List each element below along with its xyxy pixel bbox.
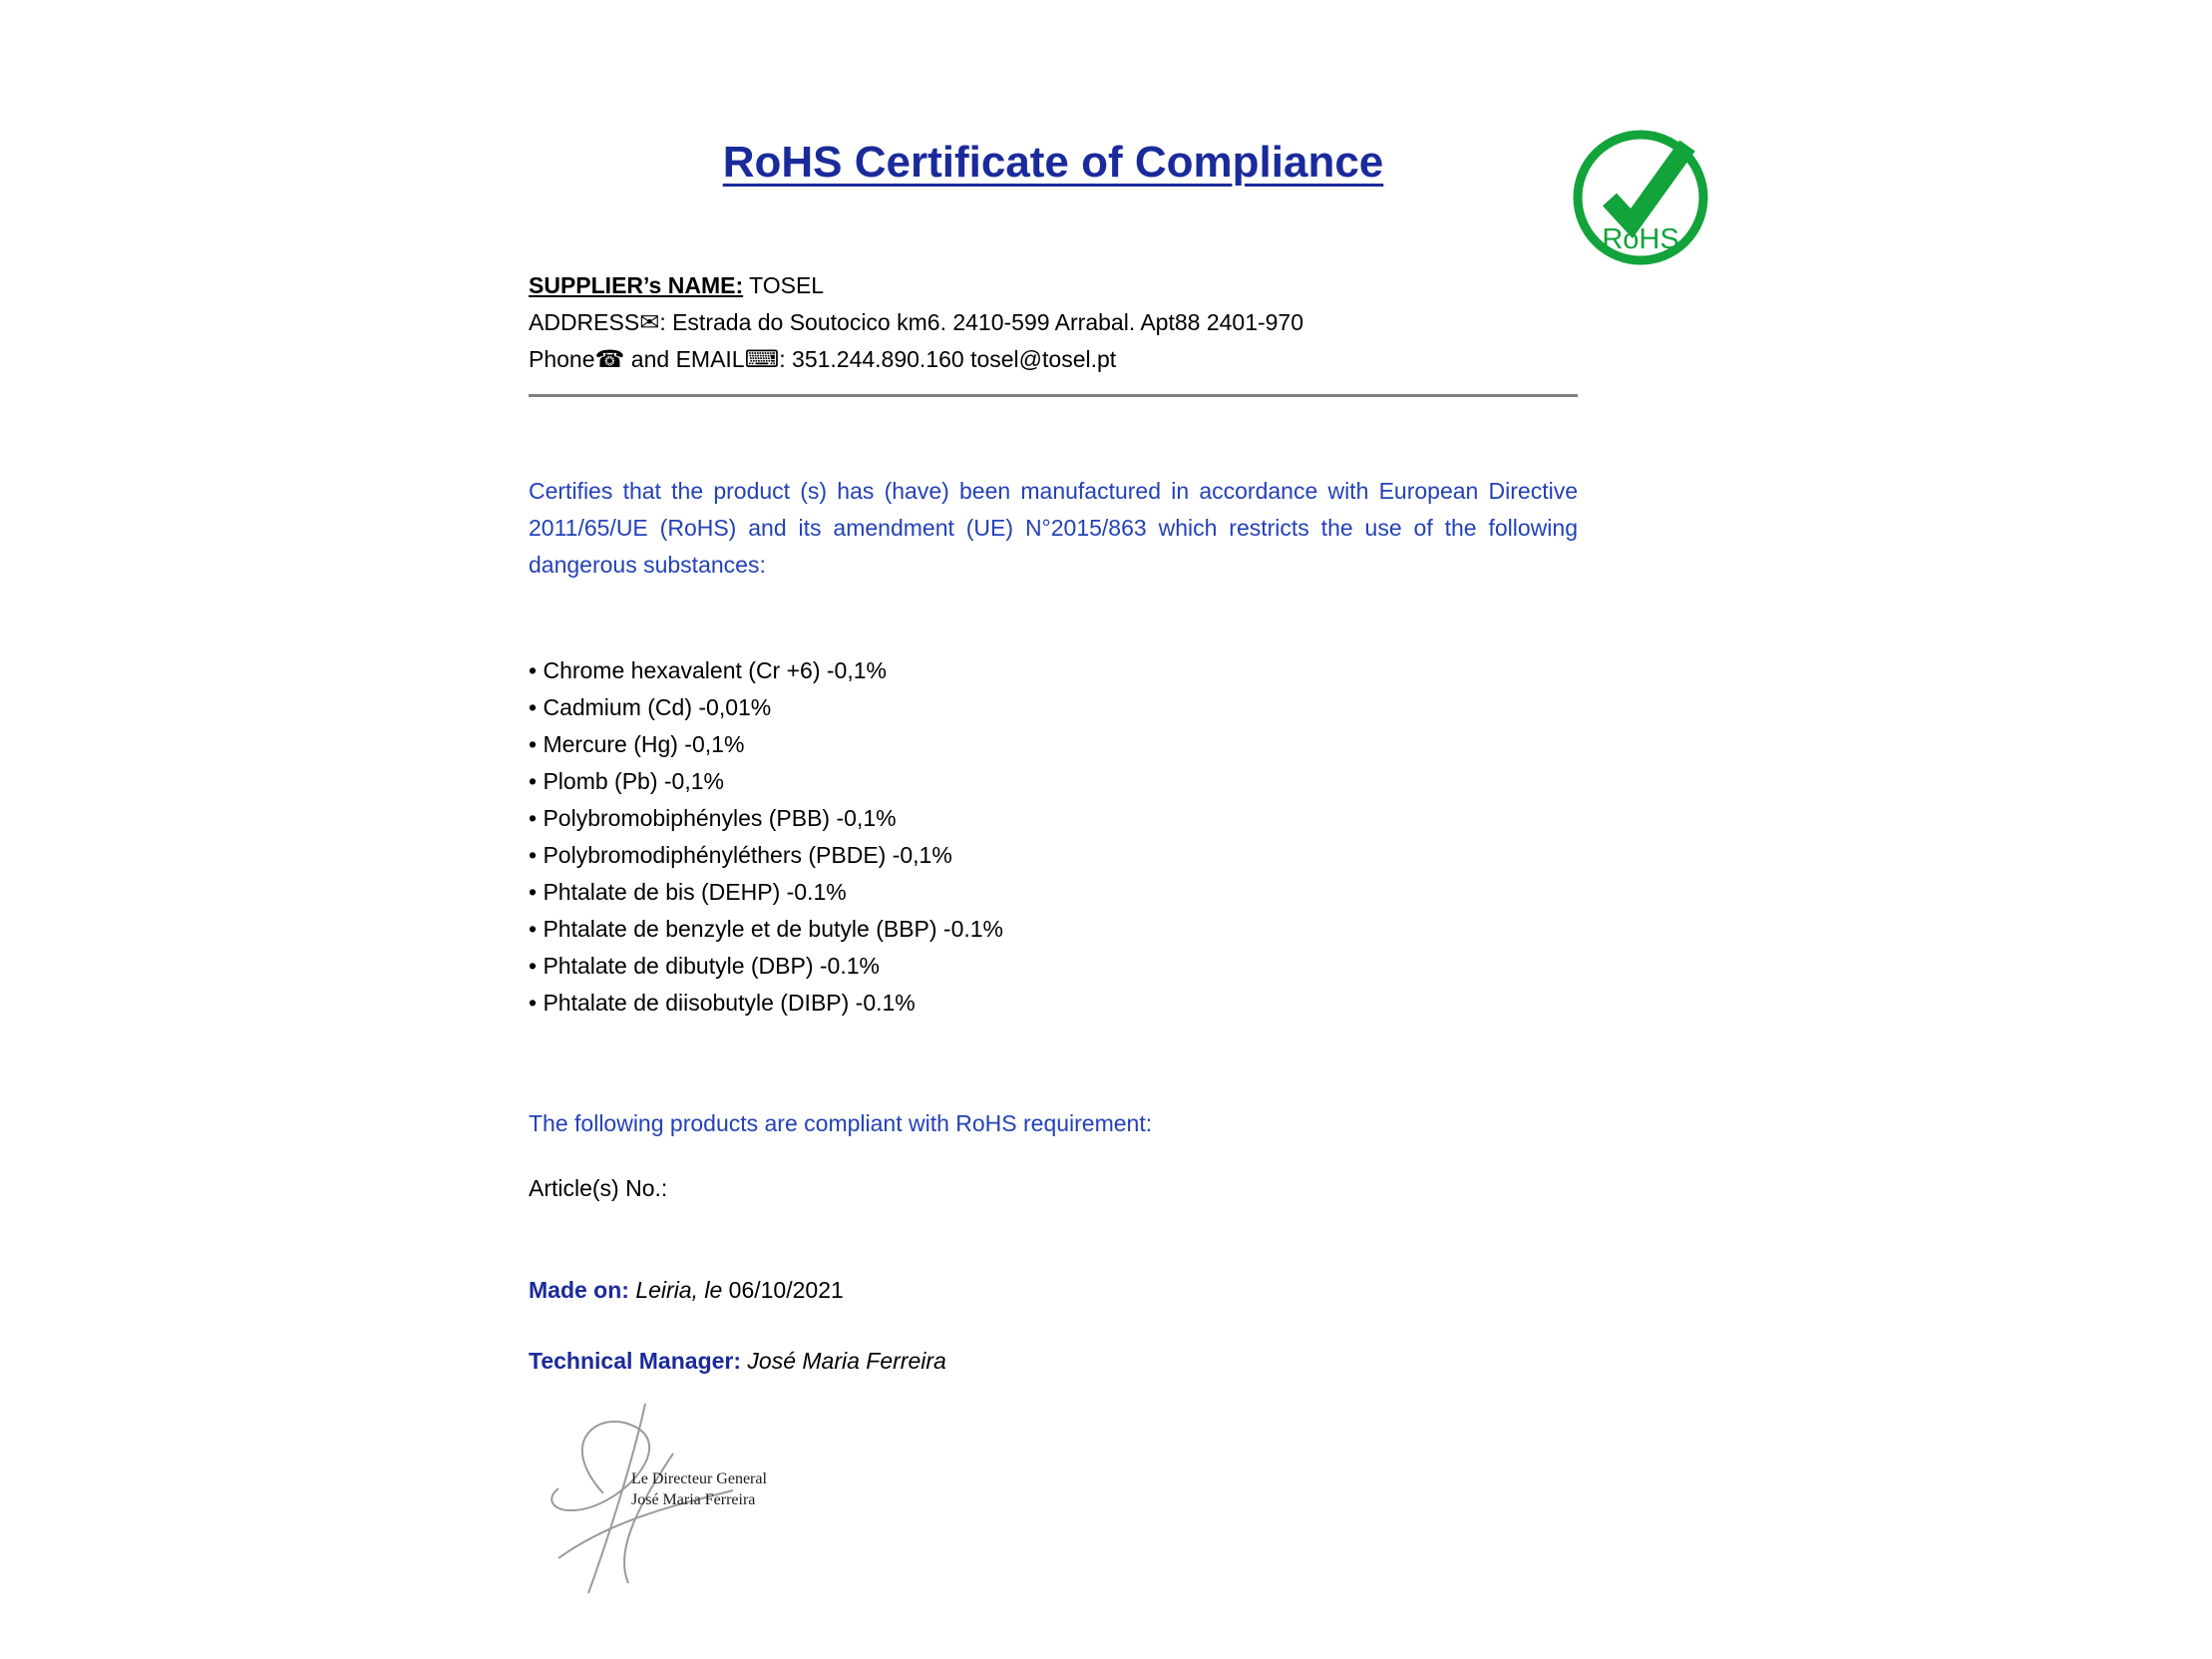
- made-on-date: 06/10/2021: [722, 1277, 844, 1303]
- certification-paragraph: Certifies that the product (s) has (have) been manufactured in accordance with European Directive 2011/65/UE (RoHS) and its amendment (UE) N°2015/863 which restricts the use of the following dangerous substances:: [529, 478, 1578, 578]
- logo-label: RoHS: [1602, 223, 1679, 255]
- manager-label: Technical Manager:: [529, 1348, 742, 1374]
- compliance-statement: The following products are compliant with RoHS requirement:: [529, 1110, 1153, 1136]
- substance-item: • Phtalate de diisobutyle (DIBP) -0.1%: [529, 985, 1578, 1022]
- substance-item: • Polybromodiphényléthers (PBDE) -0,1%: [529, 837, 1578, 874]
- substance-item: • Phtalate de benzyle et de butyle (BBP) -0.1%: [529, 911, 1578, 948]
- manager-line: [529, 1345, 1578, 1377]
- substance-item: • Chrome hexavalent (Cr +6) -0,1%: [529, 652, 1578, 689]
- supplier-name-line: [529, 267, 1578, 304]
- supplier-name-label: SUPPLIER’s NAME:: [529, 272, 744, 298]
- made-on-place: Leiria, le: [628, 1277, 723, 1303]
- phone-label: Phone: [529, 346, 595, 372]
- signature-title: Le Directeur General: [631, 1470, 767, 1487]
- page-title: RoHS Certificate of Compliance: [722, 138, 1384, 187]
- signature-name: José Maria Ferreira: [631, 1491, 756, 1508]
- articles-label: Article(s) No.:: [529, 1175, 668, 1201]
- phone-icon: ☎: [594, 346, 625, 373]
- substance-list: [529, 652, 1578, 1022]
- address-value: : Estrada do Soutocico km6. 2410-599 Arrabal. Apt88 2401-970: [659, 309, 1304, 335]
- substance-item: • Cadmium (Cd) -0,01%: [529, 689, 1578, 726]
- substance-item: • Mercure (Hg) -0,1%: [529, 726, 1578, 763]
- signature-block: [534, 1399, 863, 1608]
- rohs-logo: [1568, 116, 1719, 273]
- document-body: [529, 0, 1578, 1377]
- signature-graphic: [534, 1399, 863, 1608]
- made-on-label: Made on:: [529, 1277, 629, 1303]
- supplier-contact-line: [529, 341, 1578, 378]
- made-on-line: [529, 1274, 1578, 1306]
- substance-item: • Phtalate de bis (DEHP) -0.1%: [529, 874, 1578, 911]
- divider-line: [529, 394, 1578, 397]
- contact-value: : 351.244.890.160 tosel@tosel.pt: [779, 346, 1117, 372]
- email-label: and EMAIL: [624, 346, 745, 372]
- computer-icon: ⌨: [744, 346, 780, 373]
- supplier-name-value: TOSEL: [743, 272, 825, 298]
- substance-item: • Polybromobiphényles (PBB) -0,1%: [529, 800, 1578, 837]
- supplier-address-line: [529, 304, 1578, 341]
- rohs-logo-graphic: [1568, 116, 1719, 273]
- supplier-block: [529, 267, 1578, 378]
- envelope-icon: ✉: [639, 309, 660, 336]
- substance-item: • Plomb (Pb) -0,1%: [529, 763, 1578, 800]
- manager-name: José Maria Ferreira: [741, 1348, 946, 1374]
- address-label: ADDRESS: [529, 309, 640, 335]
- substance-item: • Phtalate de dibutyle (DBP) -0.1%: [529, 948, 1578, 985]
